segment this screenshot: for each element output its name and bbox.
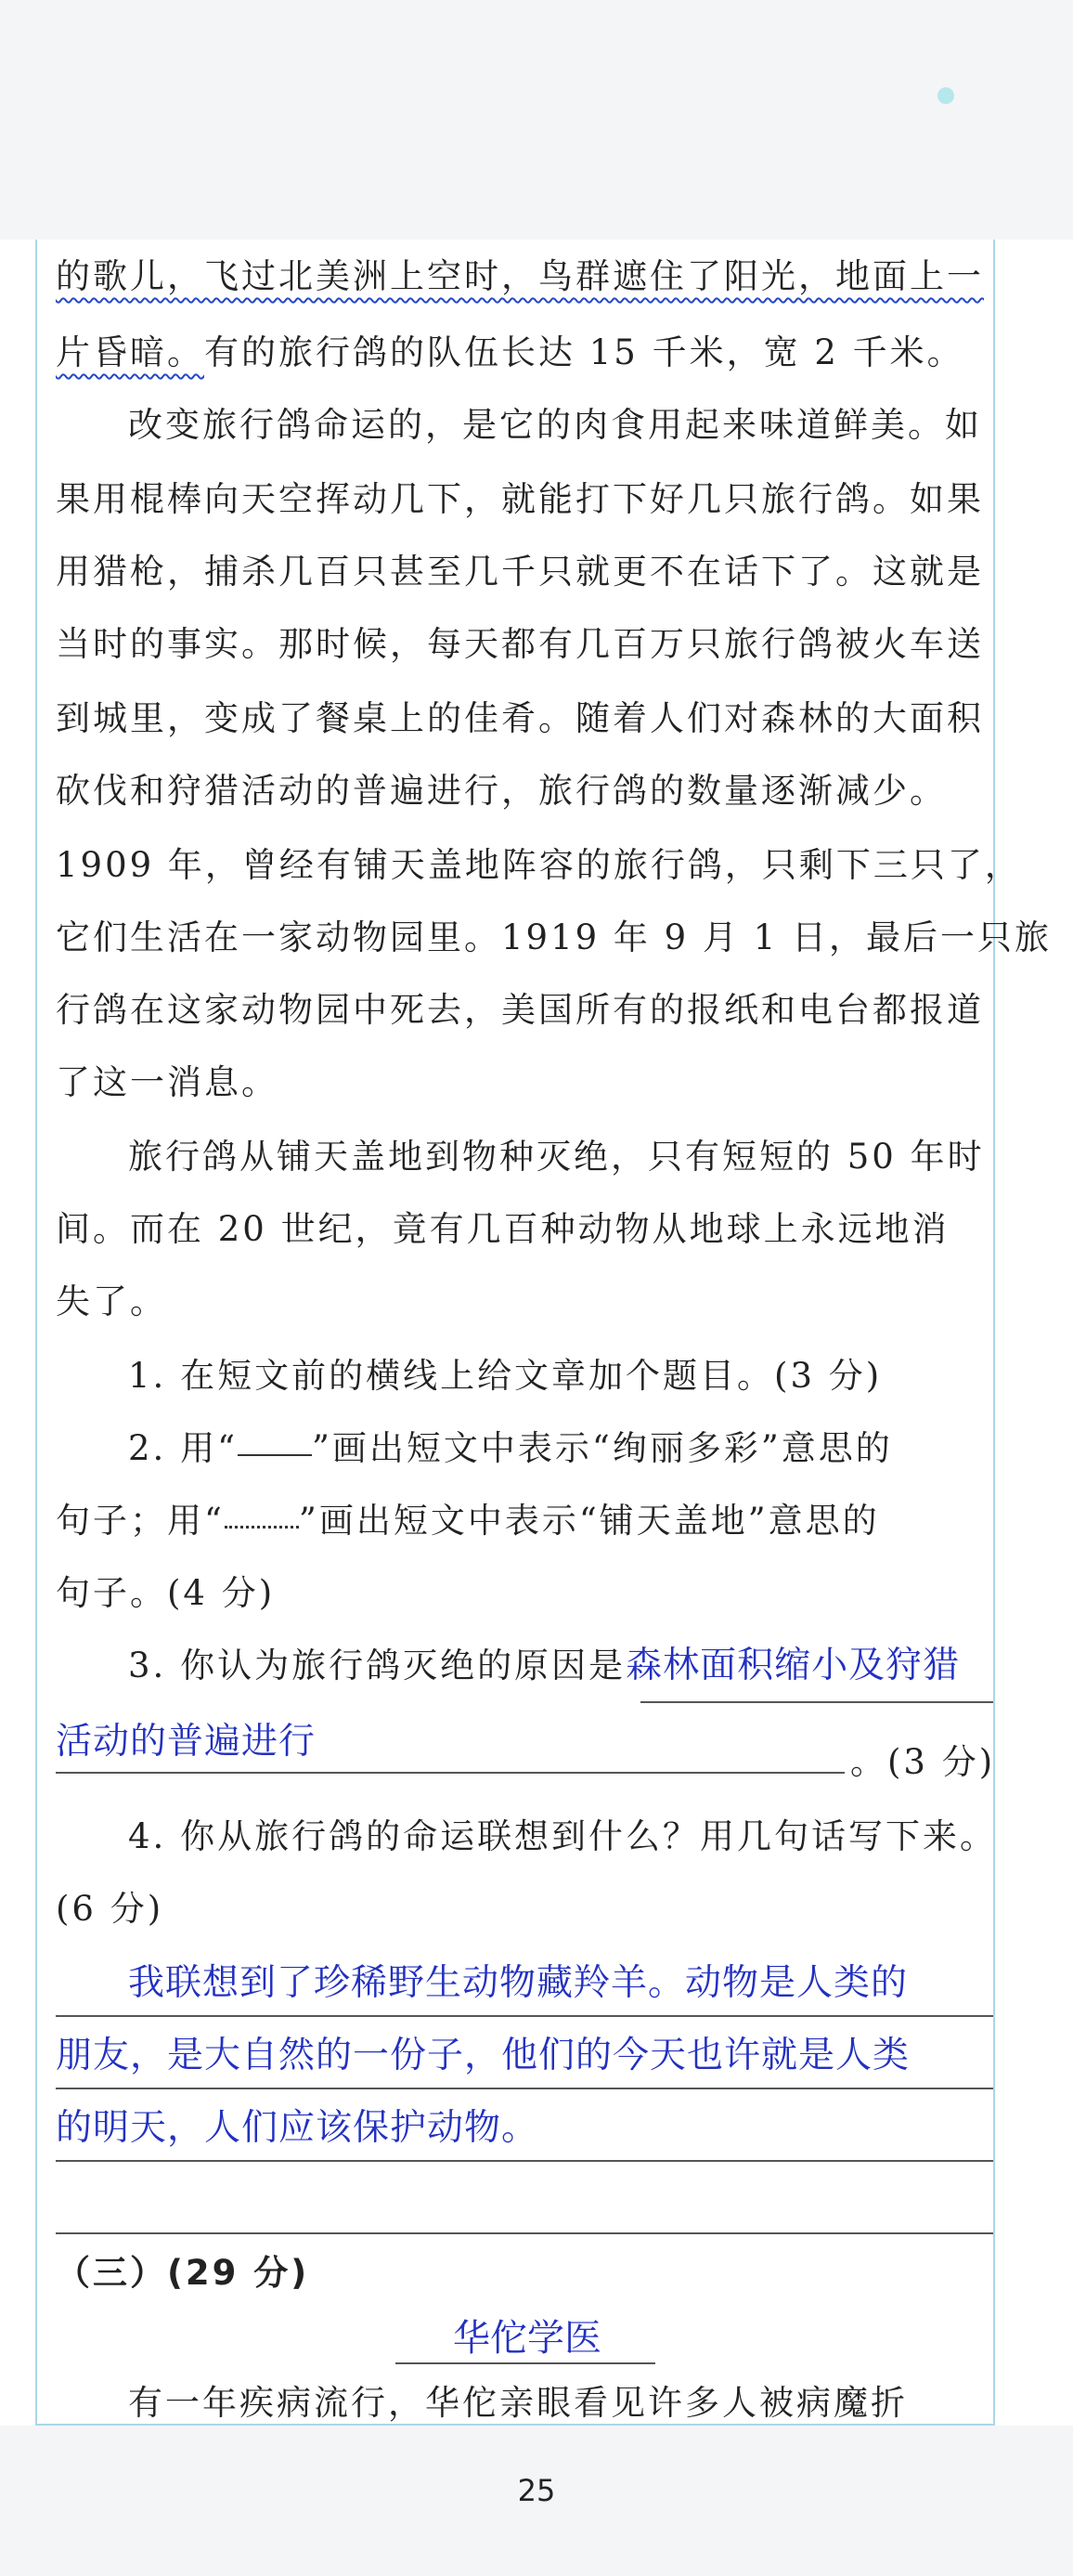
answer-rule (56, 2088, 993, 2089)
answer-3-line-2[interactable]: 活动的普遍进行 (56, 1721, 317, 1763)
passage-line: 行鸽在这家动物园中死去，美国所有的报纸和电台都报道 (56, 990, 984, 1030)
question-text: 3. 你认为旅行鸽灭绝的原因是 (128, 1646, 627, 1685)
passage-line: 1909 年，曾经有铺天盖地阵容的旅行鸽，只剩下三只了， (56, 845, 1022, 885)
section-3-heading: （三）(29 分) (56, 2253, 310, 2293)
answer-rule (640, 1701, 993, 1703)
passage-line: 果用棍棒向天空挥动几下，就能打下好几只旅行鸽。如果 (56, 479, 984, 519)
question-text: ”画出短文中表示“铺天盖地”意思的 (298, 1501, 880, 1541)
answer-3-line-1[interactable]: 森林面积缩小及狩猎 (626, 1645, 961, 1686)
decorative-dot (937, 87, 954, 104)
passage-line: 它们生活在一家动物园里。1919 年 9 月 1 日，最后一只旅 (56, 917, 1053, 957)
answer-rule (56, 1772, 845, 1774)
question-text: 句子；用“ (56, 1501, 225, 1541)
question-1: 1. 在短文前的横线上给文章加个题目。(3 分) (128, 1356, 883, 1396)
passage-line: 间。而在 20 世纪，竟有几百种动物从地球上永远地消 (56, 1209, 950, 1249)
passage-line: 砍伐和狩猎活动的普遍进行，旅行鸽的数量逐渐减少。 (56, 771, 947, 811)
question-3 (56, 1644, 1071, 1688)
passage-line: 旅行鸽从铺天盖地到物种灭绝，只有短短的 50 年时 (128, 1137, 985, 1177)
question-2 (56, 1426, 1071, 1471)
passage-text: 有的旅行鸽的队伍长达 15 千米，宽 2 千米。 (204, 332, 964, 372)
passage-line (56, 331, 999, 375)
question-4-score: (6 分) (56, 1889, 164, 1929)
section-3-first-line: 有一年疾病流行，华佗亲眼看见许多人被病魔折 (128, 2383, 908, 2423)
question-text: 2. 用“ (128, 1428, 238, 1468)
straight-line-mark (238, 1454, 312, 1456)
answer-rule (56, 2232, 993, 2234)
answer-4-line-3[interactable]: 的明天，人们应该保护动物。 (56, 2107, 539, 2149)
answer-rule (56, 2015, 993, 2017)
answer-4-line-2[interactable]: 朋友，是大自然的一份子，他们的今天也许就是人类 (56, 2035, 911, 2076)
passage-line: 当时的事实。那时候，每天都有几百万只旅行鸽被火车送 (56, 624, 984, 664)
wavy-underlined-sentence: 的歌儿，飞过北美洲上空时，鸟群遮住了阳光，地面上一 (56, 256, 984, 296)
passage-line: 了这一消息。 (56, 1062, 278, 1102)
passage-line (56, 254, 999, 299)
section-3-title[interactable]: 华佗学医 (453, 2317, 601, 2360)
question-3-score: 。(3 分) (850, 1742, 996, 1782)
wavy-line-mark (225, 1526, 299, 1529)
page-top-margin (0, 0, 1073, 240)
passage-line: 用猎枪，捕杀几百只甚至几千只就更不在话下了。这就是 (56, 552, 984, 592)
question-2-cont (56, 1499, 999, 1543)
page-number: 25 (517, 2473, 556, 2508)
passage-line: 到城里，变成了餐桌上的佳肴。随着人们对森林的大面积 (56, 698, 984, 738)
wavy-underlined-sentence: 片昏暗。 (56, 332, 204, 372)
question-4: 4. 你从旅行鸽的命运联想到什么？用几句话写下来。 (128, 1816, 998, 1856)
title-rule (395, 2362, 655, 2364)
question-text: ”画出短文中表示“绚丽多彩”意思的 (311, 1428, 893, 1468)
passage-line: 改变旅行鸽命运的，是它的肉食用起来味道鲜美。如 (128, 405, 982, 445)
answer-rule (56, 2160, 993, 2162)
answer-4-line-1[interactable]: 我联想到了珍稀野生动物藏羚羊。动物是人类的 (128, 1962, 909, 2004)
passage-line: 失了。 (56, 1281, 167, 1321)
question-2-score: 句子。(4 分) (56, 1573, 276, 1613)
